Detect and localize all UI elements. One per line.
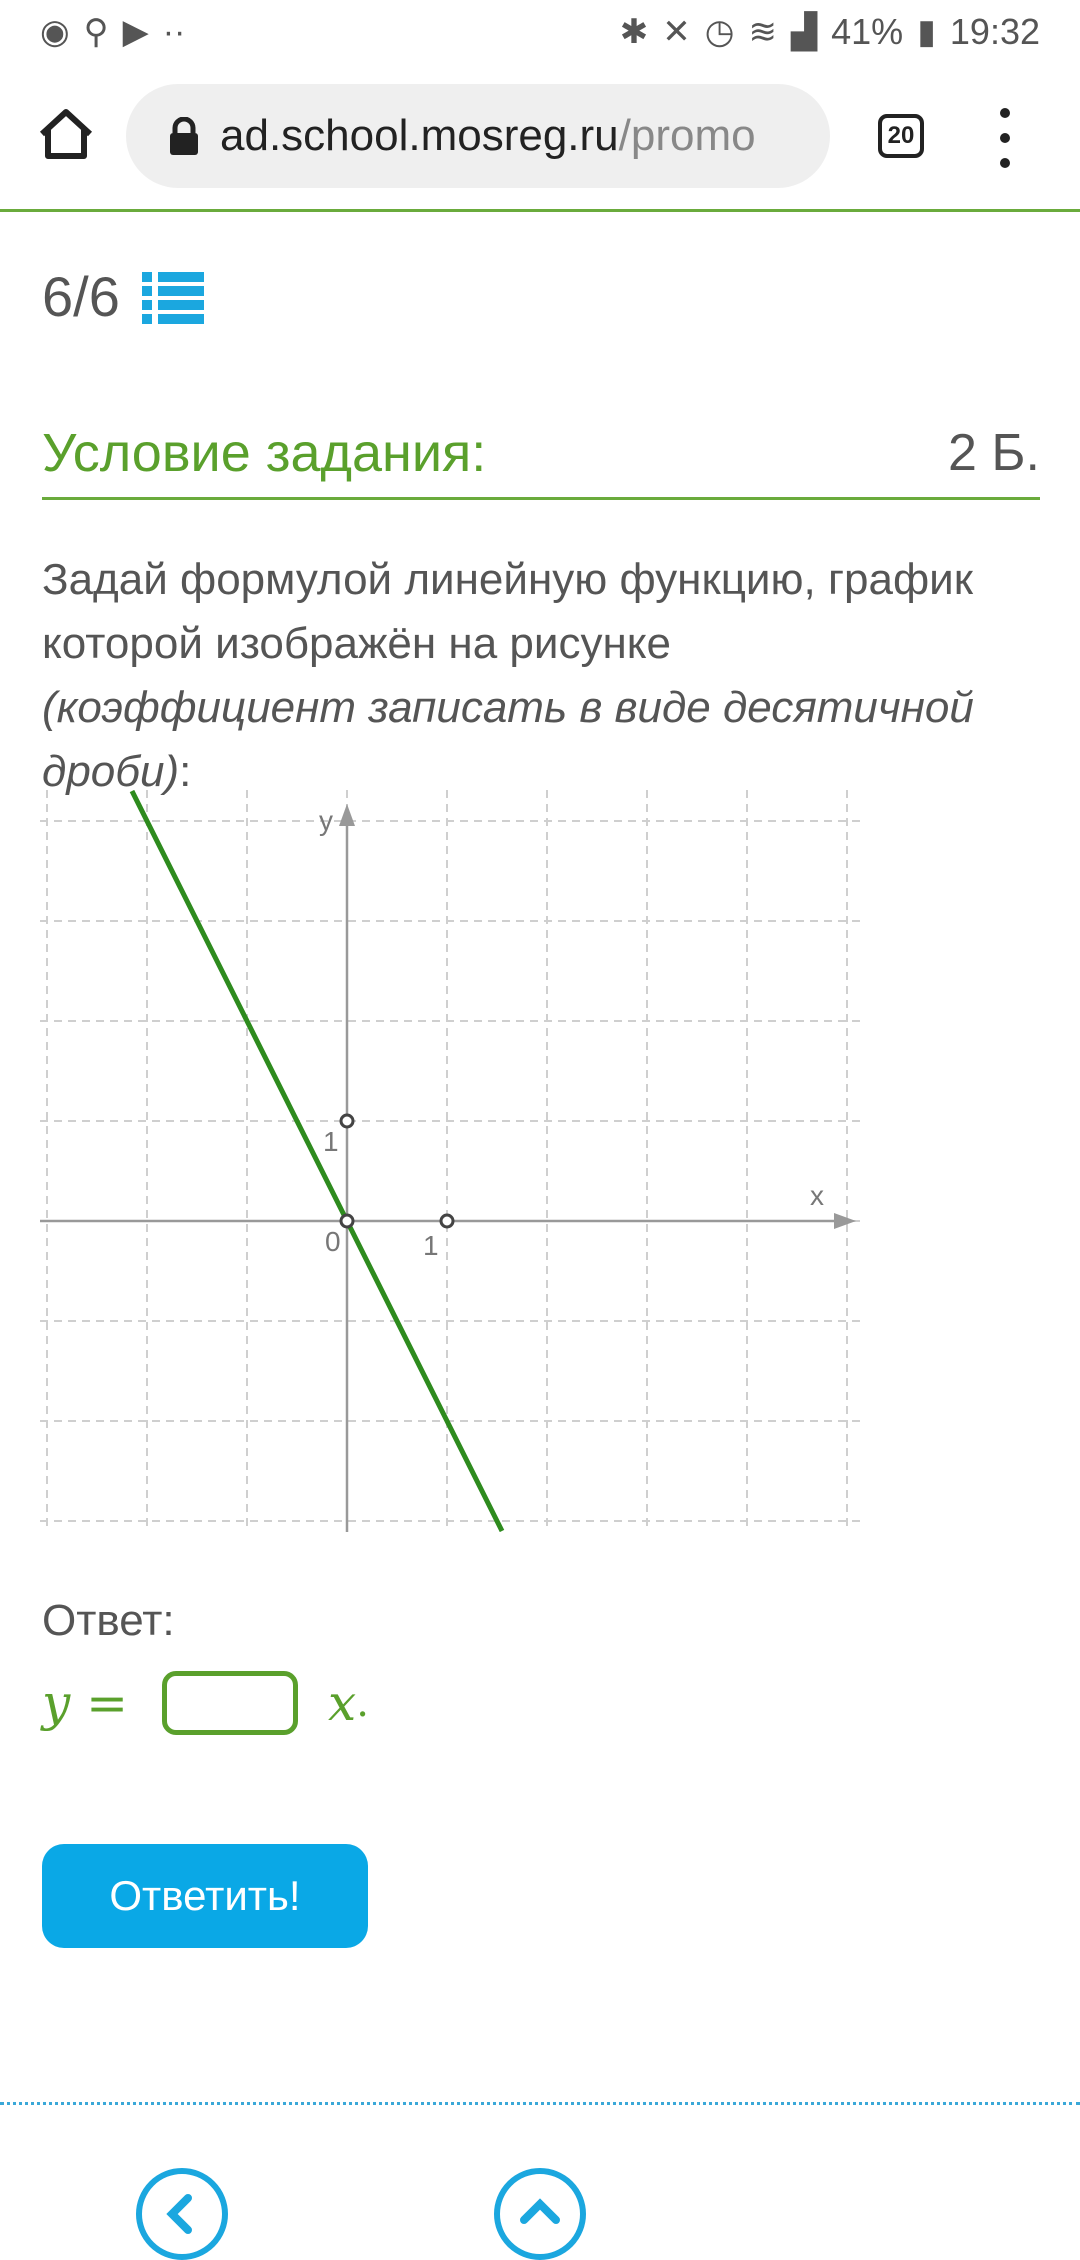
answer-row — [42, 1666, 369, 1740]
wifi-icon: ≋ — [748, 13, 777, 51]
menu-dot-icon — [1000, 108, 1010, 118]
scroll-top-button[interactable] — [494, 2168, 586, 2260]
status-bar — [0, 0, 1080, 64]
marked-points — [341, 1115, 453, 1227]
x-tick-label: 1 — [423, 1230, 439, 1261]
home-icon — [36, 104, 96, 164]
clock: 19:32 — [949, 11, 1040, 52]
task-line-1: Задай формулой линейную функцию, график — [42, 555, 973, 604]
origin-label: 0 — [325, 1226, 341, 1257]
status-left — [40, 12, 185, 52]
x-axis-label: x — [810, 1180, 824, 1211]
marked-point — [441, 1215, 453, 1227]
coefficient-input[interactable] — [162, 1671, 298, 1735]
tabs-button[interactable]: 20 — [878, 114, 924, 158]
task-note: (коэффициент записать в виде десятичной дроби) — [42, 683, 974, 796]
submit-button[interactable]: Ответить! — [42, 1844, 368, 1948]
condition-header — [42, 408, 1040, 500]
condition-title: Условие задания: — [42, 422, 487, 483]
x-axis-arrow — [834, 1213, 856, 1229]
mute-icon: ✕ — [662, 13, 691, 51]
task-line-2: которой изображён на рисунке — [42, 619, 671, 668]
battery-icon: ▮ — [917, 13, 936, 51]
divider — [0, 2102, 1080, 2105]
y-axis-label: y — [319, 805, 333, 836]
task-text — [42, 548, 1042, 804]
answer-suffix: . — [356, 1680, 369, 1726]
list-icon[interactable] — [142, 270, 204, 324]
answer-rhs: x — [328, 1674, 357, 1732]
url-host: ad.school.mosreg.ru — [220, 111, 619, 160]
youtube-icon: ▶ — [122, 13, 149, 51]
previous-button[interactable] — [136, 2168, 228, 2260]
search-icon: ⚲ — [83, 13, 109, 51]
url-path: /promo — [618, 111, 756, 160]
signal-icon: ▟ — [790, 13, 818, 51]
chevron-up-icon — [500, 2174, 580, 2254]
status-right — [620, 11, 1040, 53]
question-counter — [42, 264, 204, 329]
alarm-icon: ◷ — [704, 13, 735, 51]
address-bar[interactable] — [126, 84, 830, 188]
marked-point — [341, 1115, 353, 1127]
more-notifications-icon: ·· — [162, 12, 186, 51]
question-counter-text: 6/6 — [42, 265, 120, 328]
menu-dot-icon — [1000, 133, 1010, 143]
y-tick-label: 1 — [323, 1126, 339, 1157]
browser-toolbar — [0, 64, 1080, 212]
y-axis-arrow — [339, 804, 355, 826]
condition-points: 2 Б. — [948, 423, 1040, 482]
task-note-suffix: : — [179, 747, 192, 796]
battery-percent: 41% — [831, 11, 904, 52]
marked-point — [341, 1215, 353, 1227]
chevron-left-icon — [142, 2174, 222, 2254]
account-icon: ◉ — [40, 13, 70, 51]
browser-menu-button[interactable] — [990, 108, 1020, 168]
answer-label: Ответ: — [42, 1596, 175, 1645]
function-graph — [40, 790, 860, 1532]
bluetooth-icon: ✱ — [619, 13, 649, 51]
grid — [40, 790, 860, 1532]
home-button[interactable] — [36, 104, 96, 164]
answer-lhs: y = — [42, 1674, 129, 1732]
menu-dot-icon — [1000, 158, 1010, 168]
lock-icon — [168, 117, 200, 155]
